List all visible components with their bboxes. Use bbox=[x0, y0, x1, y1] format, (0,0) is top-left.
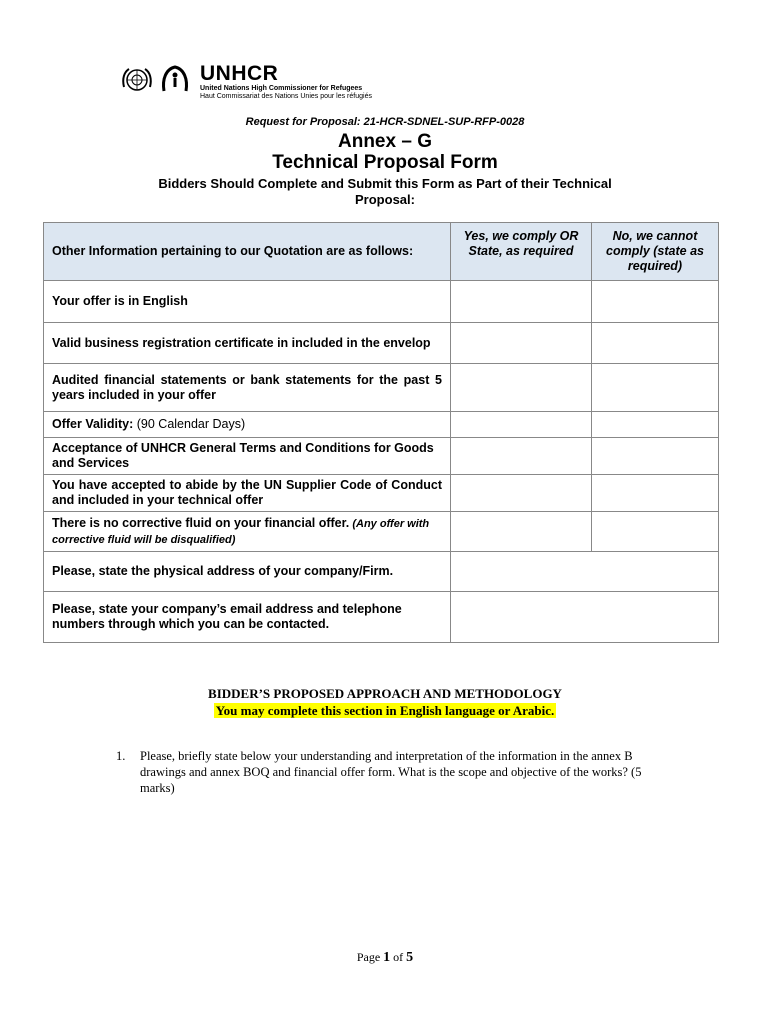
question-number: 1. bbox=[116, 749, 126, 763]
table-row bbox=[44, 512, 719, 552]
no-response-cell[interactable] bbox=[592, 512, 719, 552]
yes-response-cell[interactable] bbox=[451, 438, 592, 475]
no-response-cell[interactable] bbox=[592, 323, 719, 364]
contact-response-cell[interactable] bbox=[451, 592, 719, 643]
corrective-fluid-text: There is no corrective fluid on your financial offer. bbox=[52, 515, 350, 530]
instruction-line-2: Proposal: bbox=[355, 192, 415, 207]
offer-validity-label: Offer Validity: bbox=[52, 417, 134, 431]
question-text: Please, briefly state below your understanding and interpretation of the information in the annex B drawings and annex BOQ and financial offer form. What is the scope and objective of the works? (5 marks) bbox=[140, 749, 642, 795]
row-question: Valid business registration certificate in included in the envelop bbox=[44, 323, 451, 364]
unhcr-hands-icon bbox=[160, 63, 190, 95]
table-row bbox=[44, 552, 719, 592]
instruction-line-1: Bidders Should Complete and Submit this Form as Part of their Technical bbox=[158, 176, 612, 191]
un-emblem-icon bbox=[120, 65, 154, 95]
table-row bbox=[44, 412, 719, 438]
yes-response-cell[interactable] bbox=[451, 323, 592, 364]
form-instruction bbox=[95, 176, 675, 208]
org-name: UNHCR bbox=[200, 62, 279, 85]
table-row bbox=[44, 323, 719, 364]
section-language-note bbox=[0, 703, 770, 719]
org-subtitle-en: United Nations High Commissioner for Refugees bbox=[200, 85, 363, 92]
corrective-fluid-note: (Any offer with corrective fluid will be disqualified) bbox=[52, 517, 430, 546]
technical-proposal-table bbox=[43, 222, 719, 643]
unhcr-logo bbox=[120, 63, 400, 103]
section-title: BIDDER’S PROPOSED APPROACH AND METHODOLOGY bbox=[208, 686, 562, 701]
table-header-row bbox=[44, 223, 719, 281]
header-yes-comply: Yes, we comply OR State, as required bbox=[451, 223, 592, 281]
page-of: of bbox=[393, 950, 404, 964]
row-question: You have accepted to abide by the UN Supplier Code of Conduct and included in your technical offer bbox=[44, 475, 451, 512]
page-current: 1 bbox=[383, 950, 391, 965]
yes-response-cell[interactable] bbox=[451, 475, 592, 512]
table-row bbox=[44, 475, 719, 512]
org-subtitle-fr: Haut Commissariat des Nations Unies pour les réfugiés bbox=[200, 93, 372, 100]
page-word: Page bbox=[356, 950, 381, 964]
yes-response-cell[interactable] bbox=[451, 281, 592, 323]
row-question: Audited financial statements or bank statements for the past 5 years included in your offer bbox=[44, 364, 451, 412]
rfp-reference: Request for Proposal: 21-HCR-SDNEL-SUP-RFP-0028 bbox=[245, 116, 525, 128]
highlighted-note: You may complete this section in English language or Arabic. bbox=[215, 703, 555, 718]
yes-response-cell[interactable] bbox=[451, 412, 592, 438]
row-question bbox=[44, 512, 451, 552]
row-question: Acceptance of UNHCR General Terms and Conditions for Goods and Services bbox=[44, 438, 451, 475]
page-indicator bbox=[0, 950, 770, 966]
no-response-cell[interactable] bbox=[592, 475, 719, 512]
no-response-cell[interactable] bbox=[592, 281, 719, 323]
row-question: Please, state your company’s email address and telephone numbers through which you can be contacted. bbox=[44, 592, 451, 643]
form-title: Technical Proposal Form bbox=[272, 152, 498, 173]
yes-response-cell[interactable] bbox=[451, 512, 592, 552]
no-response-cell[interactable] bbox=[592, 364, 719, 412]
no-response-cell[interactable] bbox=[592, 438, 719, 475]
offer-validity-value: (90 Calendar Days) bbox=[133, 417, 246, 431]
table-row bbox=[44, 592, 719, 643]
row-question bbox=[44, 412, 451, 438]
table-row bbox=[44, 438, 719, 475]
annex-title: Annex – G bbox=[338, 131, 432, 152]
address-response-cell[interactable] bbox=[451, 552, 719, 592]
row-question: Your offer is in English bbox=[44, 281, 451, 323]
table-row bbox=[44, 364, 719, 412]
table-row bbox=[44, 281, 719, 323]
header-question: Other Information pertaining to our Quotation are as follows: bbox=[44, 223, 451, 281]
page-total: 5 bbox=[406, 950, 414, 965]
no-response-cell[interactable] bbox=[592, 412, 719, 438]
header-no-comply: No, we cannot comply (state as required) bbox=[592, 223, 719, 281]
yes-response-cell[interactable] bbox=[451, 364, 592, 412]
question-item bbox=[116, 748, 676, 796]
row-question: Please, state the physical address of your company/Firm. bbox=[44, 552, 451, 592]
